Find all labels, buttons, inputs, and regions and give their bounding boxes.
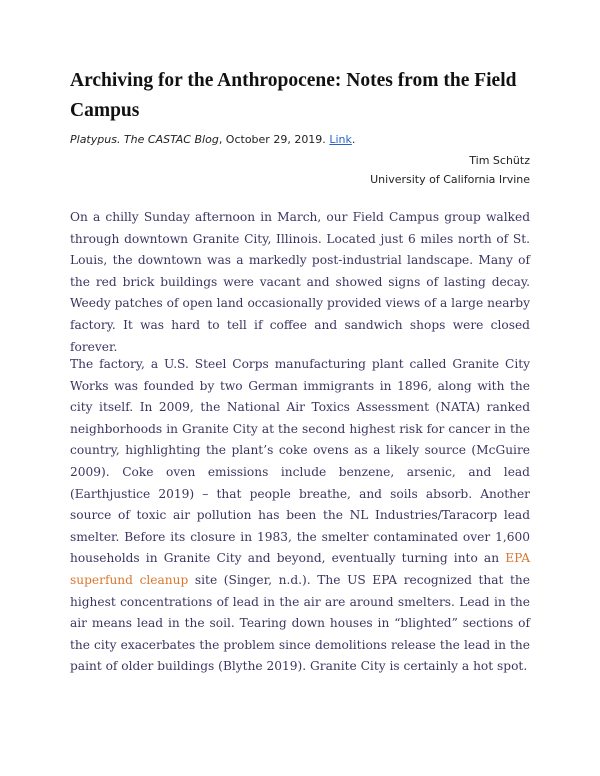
paragraph-2-text-end: site (Singer, n.d.). The US EPA recognized that the highest concentrations of lead in the air are around smelters. Lead in the air means lead in the soil. Tearing down houses in “blighted” sections of the city exacerbates the problem since demolitions release the lead in the paint of older buildings (Blythe 2019). Granite City is certainly a hot spot. bbox=[70, 572, 530, 674]
body-paragraph-1: On a chilly Sunday afternoon in March, our Field Campus group walked through downtown Granite City, Illinois. Located just 6 miles north of St. Louis, the downtown was a markedly post-industrial landscape. Many of the red brick buildings were vacant and showed signs of lasting decay. Weedy patches of open land occasionally provided views of a large nearby factory. It was hard to tell if coffee and sandwich shops were closed forever. bbox=[70, 210, 530, 354]
author-name: Tim Schütz bbox=[469, 154, 530, 167]
citation-line bbox=[70, 131, 355, 149]
publication-name: Platypus. The CASTAC Blog bbox=[70, 133, 219, 146]
article-title: Archiving for the Anthropocene: Notes from the Field Campus bbox=[70, 70, 517, 121]
author-block bbox=[370, 151, 530, 189]
epa-superfund-link[interactable]: EPA superfund cleanup bbox=[70, 551, 530, 587]
citation-link[interactable]: Link bbox=[329, 133, 352, 146]
citation-end: . bbox=[351, 133, 356, 146]
paragraph-2-text-start: The factory, a U.S. Steel Corps manufacturing plant called Granite City Works was founded by two German immigrants in 1896, along with the city itself. In 2009, the National Air Toxics Assessment (NATA) ranked neighborhoods in Granite City at the second highest risk for cancer in the country, highlighting the plant’s coke ovens as a likely source (McGuire 2009). Coke oven emissions include benzene, arsenic, and lead (Earthjustice 2019) – that people breathe, and soils absorb. Another source of toxic air pollution has been the NL Industries/Taracorp lead smelter. Before its closure in 1983, the smelter contaminated over 1,600 households in Granite City and beyond, eventually turning into an bbox=[70, 357, 530, 566]
author-affiliation: University of California Irvine bbox=[370, 173, 530, 186]
body-paragraph-2 bbox=[70, 354, 530, 678]
publication-date: , October 29, 2019. bbox=[218, 133, 330, 146]
